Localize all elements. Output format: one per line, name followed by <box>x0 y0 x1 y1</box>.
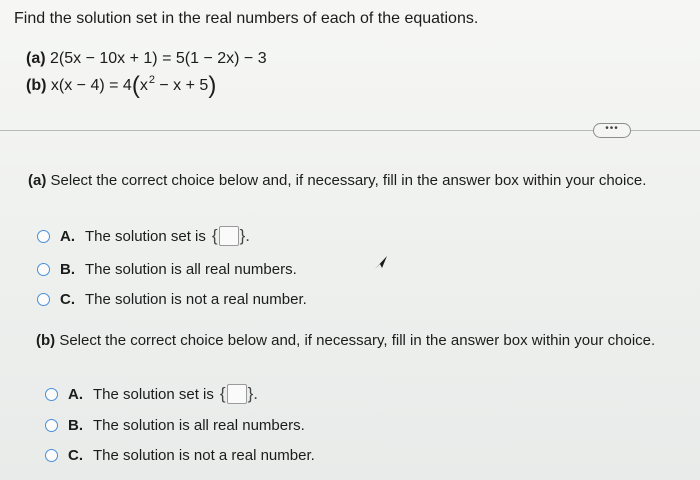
choice-letter: B. <box>60 261 75 278</box>
set-brace-open: { <box>211 226 218 245</box>
part-a-radio-c[interactable] <box>37 293 50 306</box>
part-b-label: (b) <box>36 332 56 349</box>
part-b-radio-b[interactable] <box>45 419 58 432</box>
part-b-answer-box[interactable] <box>227 384 247 404</box>
choice-text: The solution set is <box>85 227 206 245</box>
mouse-pointer-icon <box>374 255 388 276</box>
choice-text: The solution set is <box>93 385 214 403</box>
choice-text: The solution is all real numbers. <box>93 417 305 434</box>
equation-a <box>26 50 267 68</box>
equation-b-label: (b) <box>26 77 47 94</box>
choice-letter: C. <box>68 447 83 464</box>
set-brace-open: { <box>219 384 226 403</box>
part-a-choice-c[interactable] <box>37 291 307 308</box>
choice-letter: C. <box>60 291 75 308</box>
part-b-choice-a[interactable] <box>45 384 258 404</box>
set-brace-close: }. <box>247 384 258 403</box>
choice-text: The solution is all real numbers. <box>85 261 297 278</box>
equation-b-text: x(x − 4) = 4 <box>50 77 132 94</box>
more-options-button[interactable]: ••• <box>593 123 631 138</box>
part-a-choice-b[interactable] <box>37 261 297 278</box>
equation-b-x: x <box>139 77 148 94</box>
choice-text: The solution is not a real number. <box>93 447 315 464</box>
part-a-instruction-text: Select the correct choice below and, if necessary, fill in the answer box within your choice. <box>50 172 647 189</box>
part-a-answer-box[interactable] <box>219 226 239 246</box>
choice-text: The solution is not a real number. <box>85 291 307 308</box>
choice-letter: B. <box>68 417 83 434</box>
equation-b <box>26 72 217 99</box>
part-b-choice-c[interactable] <box>45 447 315 464</box>
equation-b-open-paren: ( <box>131 72 140 99</box>
part-b-instruction <box>36 332 655 349</box>
part-a-instruction <box>28 172 646 189</box>
part-b-radio-c[interactable] <box>45 449 58 462</box>
choice-letter: A. <box>68 385 83 403</box>
part-a-label: (a) <box>28 172 47 189</box>
question-prompt: Find the solution set in the real numbers of each of the equations. <box>14 10 479 27</box>
equation-b-exponent: 2 <box>148 74 155 86</box>
part-b-choice-b[interactable] <box>45 417 305 434</box>
part-a-radio-a[interactable] <box>37 230 50 243</box>
part-b-instruction-text: Select the correct choice below and, if necessary, fill in the answer box within your choice. <box>59 332 656 349</box>
part-b-radio-a[interactable] <box>45 388 58 401</box>
equation-b-close-paren: ) <box>208 72 217 99</box>
part-a-radio-b[interactable] <box>37 263 50 276</box>
equation-b-rest: − x + 5 <box>154 77 209 94</box>
set-brace-close: }. <box>239 226 250 245</box>
choice-letter: A. <box>60 227 75 245</box>
part-a-choice-a[interactable] <box>37 226 250 246</box>
equation-a-label: (a) <box>26 50 46 67</box>
equation-a-text: 2(5x − 10x + 1) = 5(1 − 2x) − 3 <box>50 50 267 67</box>
